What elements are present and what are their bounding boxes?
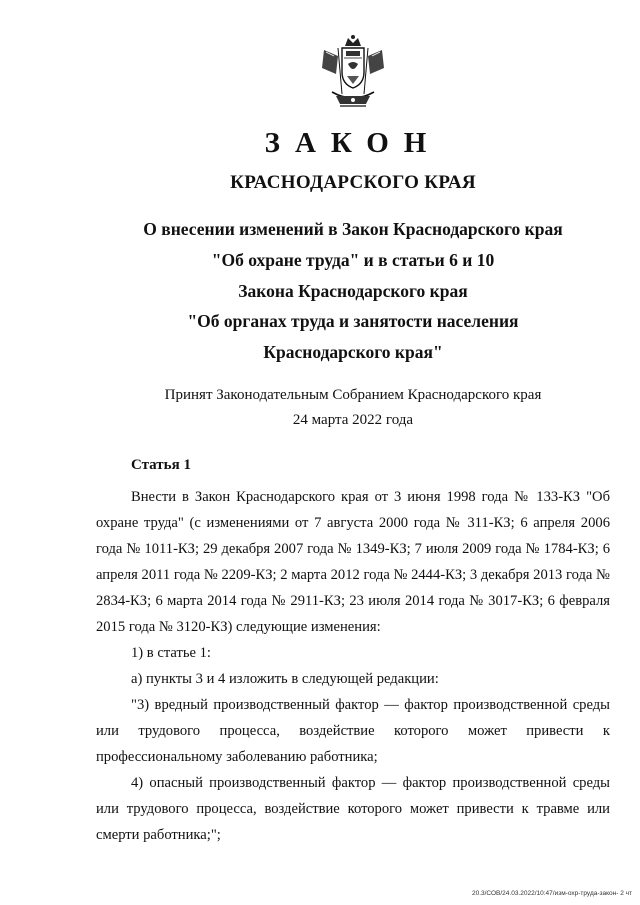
adopted-by-line: Принят Законодательным Собранием Краснодарского края <box>164 387 542 403</box>
article-paragraph: Внести в Закон Краснодарского края от 3 июня 1998 года № 133-КЗ "Об охране труда" (с изменениями от 7 августа 2000 года № 311-КЗ; 6 апреля 2006 года № 1011-КЗ; 29 декабря 2007 года № 1349-КЗ; 7 июля 2009 года № 1784-КЗ; 6 апреля 2011 года № 2209-КЗ; 2 марта 2012 года № 2444-КЗ; 3 декабря 2013 года № 2834-КЗ; 6 марта 2014 года № 2911-КЗ; 23 июля 2014 года № 3017-КЗ; 6 февраля 2015 года № 3120-КЗ) следующие изменения: <box>96 489 610 635</box>
article-paragraph: 1) в статье 1: <box>131 645 211 661</box>
article-title: Статья 1 <box>131 457 191 473</box>
document-footer-stamp: 20.3/СОВ/24.03.2022/10:47/изм-охр-труда-закон- 2 чт <box>471 890 632 897</box>
article-paragraph: "3) вредный производственный фактор — фактор производственной среды или трудового процесса, воздействие которого может привести к профессиональному заболеванию работника; <box>96 697 610 765</box>
krasnodar-coat-of-arms-icon <box>318 34 388 112</box>
adoption-date: 24 марта 2022 года <box>292 412 414 428</box>
document-type-title: ЗАКОН <box>264 127 442 159</box>
subtitle-line-5: Краснодарского края" <box>263 342 443 362</box>
subtitle-line-3: Закона Краснодарского края <box>238 281 468 301</box>
article-body <box>96 484 610 848</box>
subtitle-line-1: О внесении изменений в Закон Краснодарского края <box>143 219 563 239</box>
article-paragraph: 4) опасный производственный фактор — фактор производственной среды или трудового процесса, воздействие которого может привести к травме или смерти работника;"; <box>96 775 610 843</box>
subtitle-line-4: "Об органах труда и занятости населения <box>187 311 519 331</box>
article-paragraph: а) пункты 3 и 4 изложить в следующей редакции: <box>131 671 439 687</box>
subtitle-line-2: "Об охране труда" и в статьи 6 и 10 <box>211 250 495 270</box>
region-title: КРАСНОДАРСКОГО КРАЯ <box>230 172 476 193</box>
